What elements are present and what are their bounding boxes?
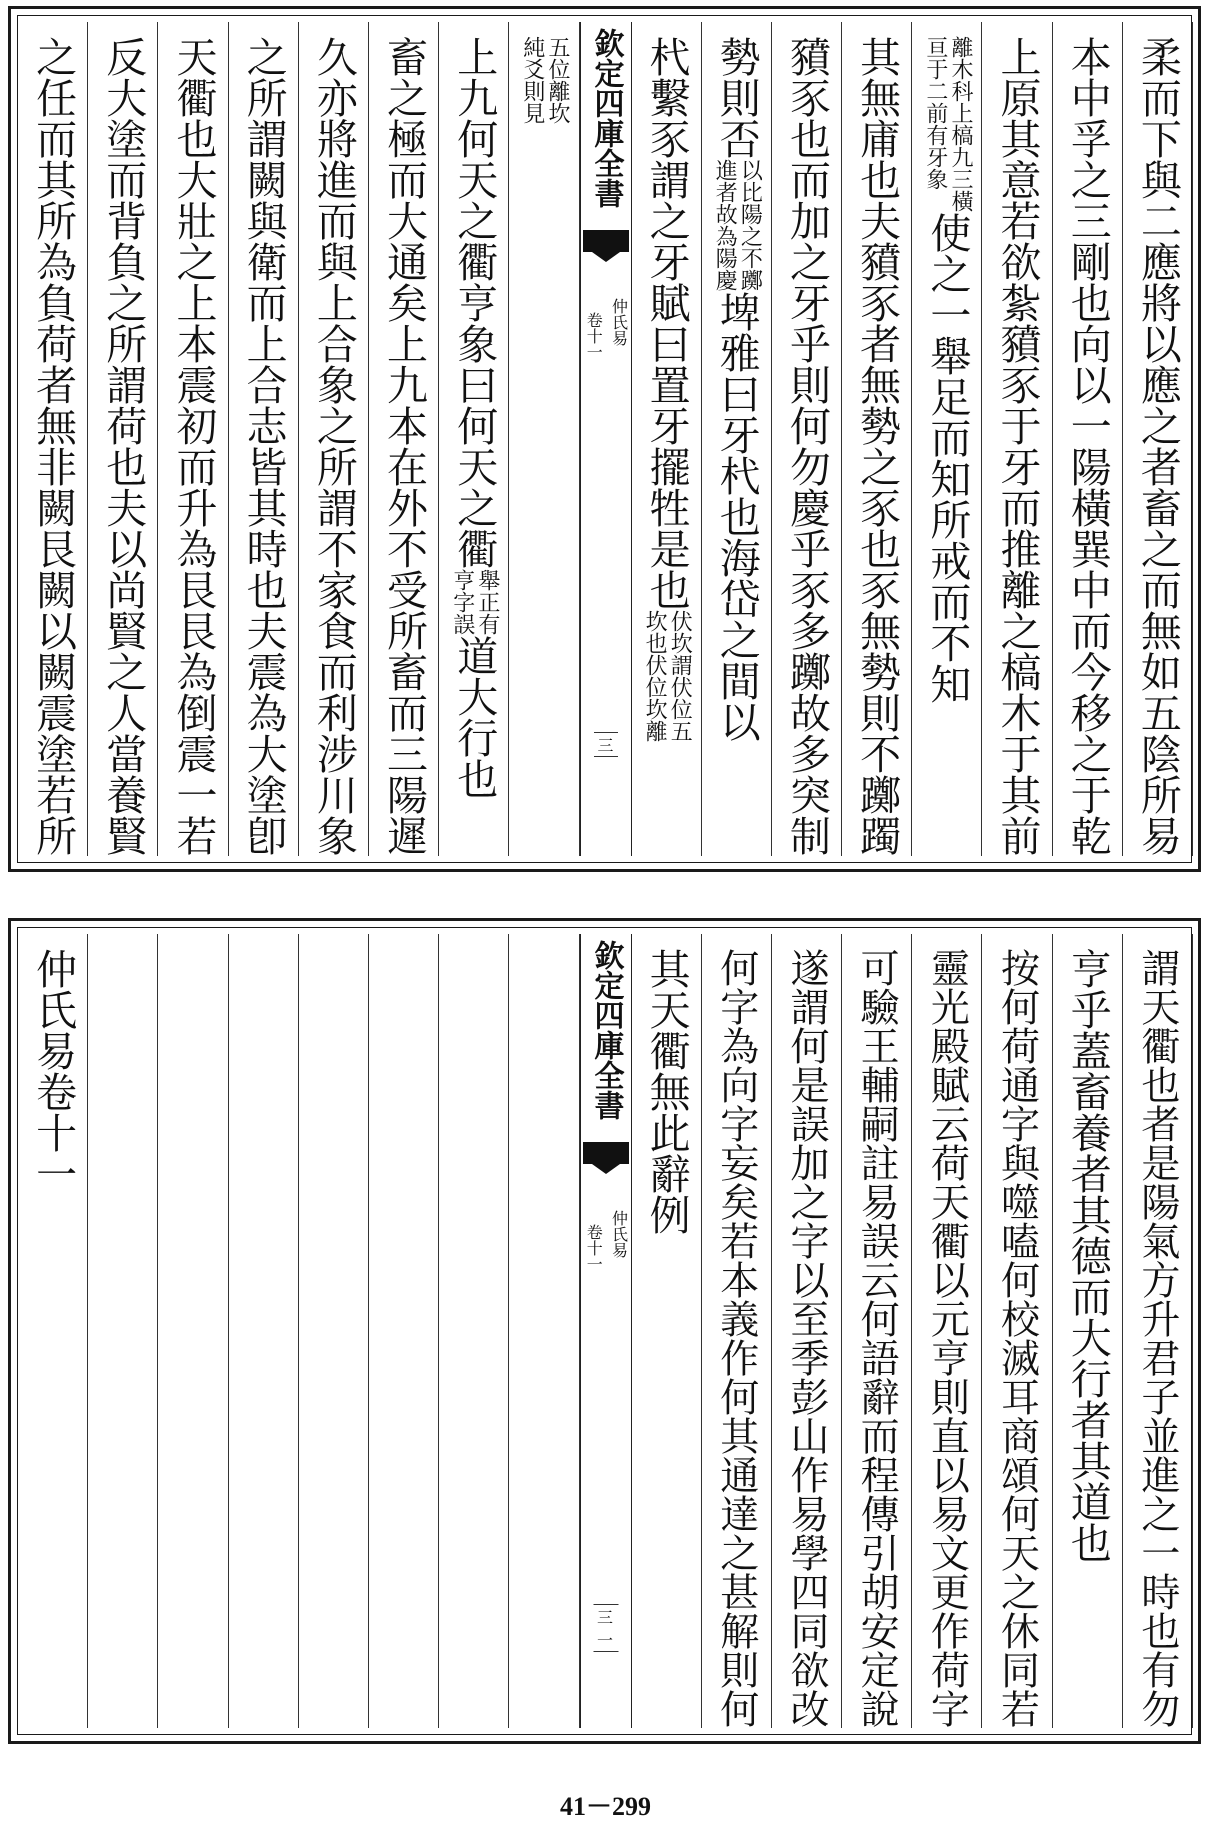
column-text: 之任而其所為負荷者無非闕艮闕以闕震塗若所 [29, 36, 78, 856]
fishtail-mark [583, 230, 629, 252]
leaf-number: 三 [593, 732, 617, 757]
column-text: 遂謂何是誤加之字以至季彭山作易學四同欲改 [783, 948, 829, 1728]
note-line: 五位離坎 [545, 36, 570, 124]
text-column [702, 22, 772, 856]
text-column [439, 22, 509, 856]
book-title: 仲氏易 [609, 298, 629, 346]
text-column [299, 934, 369, 1728]
column-text: 畜之極而大通矣上九本在外不受所畜而三陽遲 [380, 36, 429, 856]
leaf-number: 三一 [593, 1604, 618, 1652]
text-column [772, 22, 842, 856]
text-column [439, 934, 509, 1728]
column-text: 反大塗而背負之所謂荷也夫以尚賢之人當養賢 [99, 36, 148, 856]
note-line: 亨字誤 [449, 569, 475, 635]
main-text-continued: 道大行也 [450, 635, 499, 799]
column-text: 其無庯也夫豶豕者無勢之豕也豕無勢則不躑躅 [853, 36, 902, 856]
text-column [632, 934, 702, 1728]
text-column [369, 934, 439, 1728]
fishtail-mark [583, 1142, 629, 1164]
column-text: 豶豕也而加之牙乎則何勿慶乎豕多躑故多突制 [782, 36, 831, 856]
volume-number: 卷十一 [584, 1224, 604, 1272]
top-page [8, 6, 1201, 872]
column-with-annotation [519, 36, 569, 124]
column-text: 本中孚之三剛也向以一陽橫巽中而今移之于乾 [1063, 36, 1112, 856]
page-number-footer: 41－299 [559, 1792, 651, 1821]
note-line: 亘于二前有牙象 [922, 36, 948, 190]
column-text: 亨乎蓋畜養者其德而大行者其道也 [1063, 948, 1112, 1563]
note-line: 進者故為陽慶 [712, 159, 738, 291]
note-line: 舉正有 [474, 569, 500, 635]
text-column [229, 934, 299, 1728]
text-column [1053, 934, 1123, 1728]
text-column [158, 22, 228, 856]
column-text: 柔而下與二應將以應之者畜之而無如五陰所易 [1133, 36, 1182, 856]
column-text: 謂天衢也者是陽氣方升君子並進之一時也有勿 [1134, 948, 1180, 1728]
text-column [912, 22, 982, 856]
column-text: 仲氏易卷十一 [29, 948, 78, 1194]
text-column [369, 22, 439, 856]
text-column [299, 22, 369, 856]
text-column [982, 22, 1052, 856]
column-with-annotation [641, 36, 691, 742]
text-column [229, 22, 299, 856]
column-text: 之所謂闕與衛而上合志皆其時也夫震為大塗卽 [239, 36, 288, 856]
text-column [842, 22, 912, 856]
note-line: 伏坎謂伏位五 [667, 610, 693, 742]
interlinear-note [924, 36, 972, 212]
column-text: 天衢也大壯之上本震初而升為艮艮為倒震一若 [169, 36, 218, 856]
text-column [1123, 934, 1193, 1728]
column-text: 久亦將進而與上合象之所謂不家食而利涉川象 [309, 36, 358, 856]
text-column [88, 22, 158, 856]
interlinear-note [713, 159, 761, 291]
text-column [509, 934, 579, 1728]
main-text-continued: 埤雅曰牙杙也海岱之間以 [712, 291, 761, 742]
text-column [702, 934, 772, 1728]
top-page-frame [17, 15, 1192, 863]
text-column [18, 934, 88, 1728]
column-text: 靈光殿賦云荷天衢以元亨則直以易文更作荷字 [924, 948, 970, 1728]
interlinear-note [451, 569, 499, 635]
book-title: 仲氏易 [609, 1210, 629, 1258]
text-column [982, 934, 1052, 1728]
text-column [88, 934, 158, 1728]
column-with-annotation [449, 36, 499, 799]
column-text: 按何荷通字與噬嗑何校滅耳商頌何天之休同若 [994, 948, 1040, 1728]
column-text: 何字為向字妄矣若本義作何其通達之甚解則何 [713, 948, 759, 1728]
note-line: 以比陽之不躑 [737, 159, 763, 291]
center-fold-column [580, 934, 632, 1728]
column-text: 可驗王輔嗣註易誤云何語辭而程傳引胡安定說 [854, 948, 900, 1728]
interlinear-note [643, 610, 691, 742]
text-column [509, 22, 579, 856]
collection-title: 欽定四庫全書 [588, 940, 624, 1120]
text-column [912, 934, 982, 1728]
center-fold-column [580, 22, 632, 856]
text-column [632, 22, 702, 856]
main-text: 勢則否 [712, 36, 761, 159]
main-text: 上九何天之衢亨象曰何天之衢 [450, 36, 499, 569]
text-column [772, 934, 842, 1728]
note-line: 離木科上槁九三橫 [947, 36, 973, 212]
bottom-page [8, 918, 1201, 1744]
text-column [842, 934, 912, 1728]
volume-number: 卷十一 [584, 312, 604, 360]
text-column [18, 22, 88, 856]
text-column [1123, 22, 1193, 856]
column-with-annotation [922, 36, 972, 704]
text-column [1053, 22, 1123, 856]
column-with-annotation [711, 36, 761, 742]
column-text: 其天衢無此辭例 [642, 948, 691, 1235]
note-line: 坎也伏位坎離 [642, 610, 668, 742]
main-text-continued: 使之一舉足而知所戒而不知 [923, 212, 972, 704]
interlinear-note [521, 36, 569, 124]
bottom-page-frame [17, 927, 1192, 1735]
note-line: 純爻則見 [519, 36, 545, 124]
collection-title: 欽定四庫全書 [588, 28, 624, 208]
column-text: 上原其意若欲紮豶豕于牙而推離之槁木于其前 [993, 36, 1042, 856]
main-text: 杙繫豕謂之牙賦曰置牙擺牲是也 [642, 36, 691, 610]
text-column [158, 934, 228, 1728]
